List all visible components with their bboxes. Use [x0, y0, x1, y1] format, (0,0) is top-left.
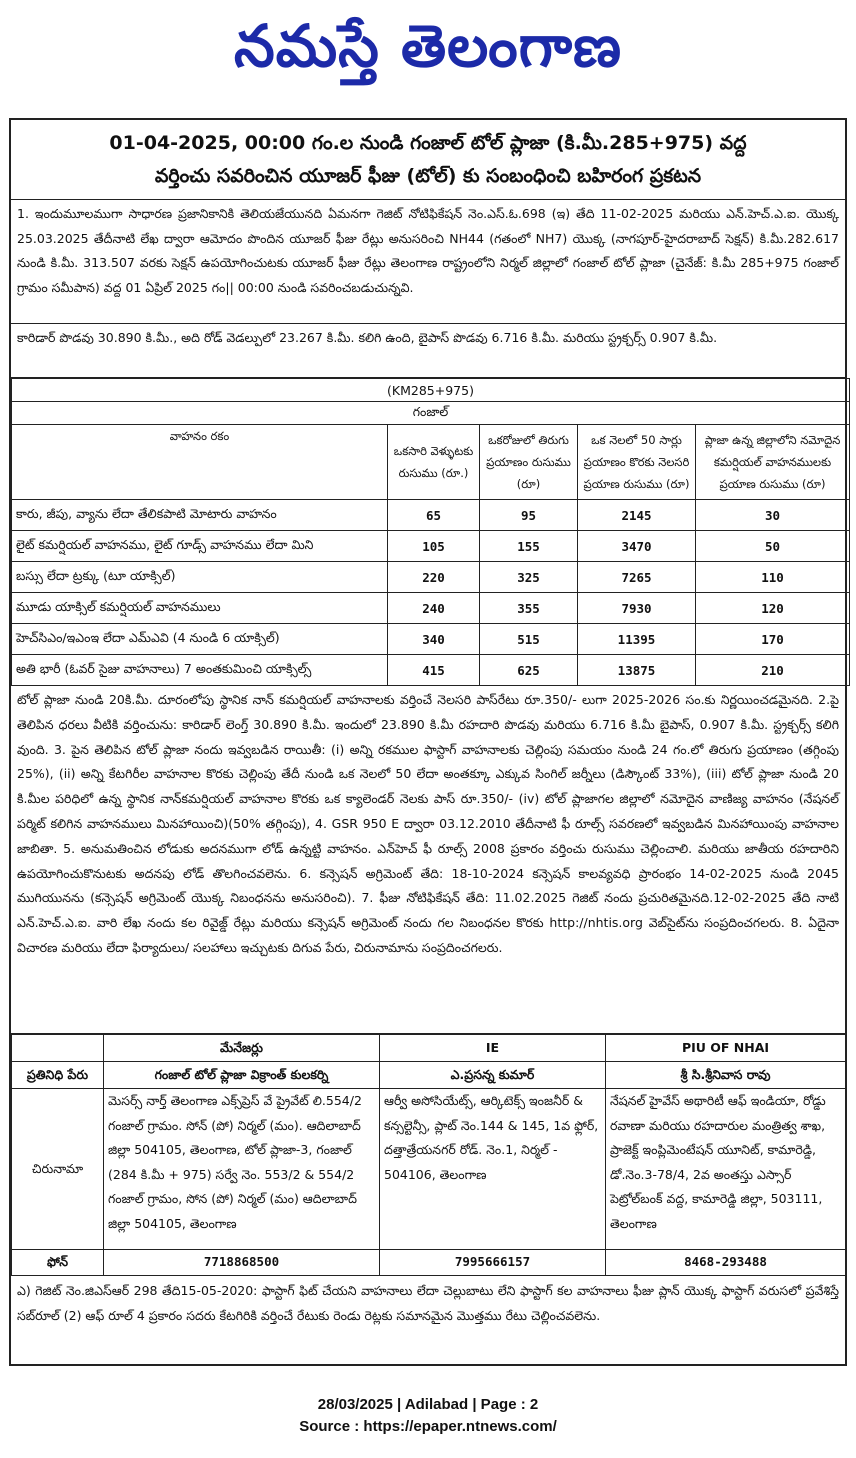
- single-fee: 105: [388, 531, 480, 562]
- names-row: [12, 1062, 846, 1089]
- header-monthly: ఒక నెలలో 50 సార్లు ప్రయాణం కొరకు నెలసరి ప్రయాణ రుసుము (రూ): [578, 425, 696, 500]
- header-single: ఒకసారి వెళ్ళుటకు రుసుము (రూ.): [388, 425, 480, 500]
- local-fee: 110: [696, 562, 850, 593]
- return-fee: 325: [480, 562, 578, 593]
- vehicle-type: లైట్ కమర్షియల్ వాహనము, లైట్ గూడ్స్ వాహనము లేదా మిని: [12, 531, 388, 562]
- contacts-table: [11, 1034, 846, 1276]
- return-fee: 355: [480, 593, 578, 624]
- monthly-fee: 13875: [578, 655, 696, 686]
- monthly-fee: 7265: [578, 562, 696, 593]
- single-fee: 220: [388, 562, 480, 593]
- vehicle-type: మూడు యాక్సిల్ కమర్షియల్ వాహనములు: [12, 593, 388, 624]
- heading-line-2: వర్తించు సవరించిన యూజర్ ఫీజు (టోల్) కు సంబంధించి బహిరంగ ప్రకటన: [154, 165, 702, 187]
- single-fee: 240: [388, 593, 480, 624]
- single-fee: 65: [388, 500, 480, 531]
- public-notice: [9, 118, 847, 1366]
- fastag-note: ఎ) గెజిట్ నెం.జిఎస్ఆర్ 298 తేది15-05-2020: ఫాస్టాగ్ ఫిట్ చేయని వాహనాలు లేదా చెల్లుబాటు లేని ఫాస్టాగ్ కల వాహనాలు ఫీజు ప్లాన్ యొక్క ఫాస్టాగ్ వరుసలో ప్రవేశిస్తే సబ్‌రూల్ (2) ఆఫ్ రూల్ 4 ప్రకారం సదరు కేటగిరికి వర్తించే రేటుకు రెండు రెట్లకు సమానమైన మొత్తము రేటు చెల్లించవలెను.: [17, 1282, 839, 1323]
- table-row: [12, 593, 850, 624]
- column-ie: IE: [380, 1035, 606, 1062]
- manager-name: గంజాల్ టోల్ ప్లాజా విక్రాంత్ కులకర్ని: [104, 1062, 380, 1089]
- ie-address: ఆర్వీ అసోసియేట్స్, ఆర్కిటెక్స్ ఇంజనీర్ & కన్సల్టెన్సీ, ప్లాట్ నెం.144 & 145, 1వ ఫ్లోర్, దత్తాత్రేయనగర్ రోడ్. నెం.1, నిర్మల్ - 504106, తెలంగాణ: [380, 1089, 606, 1250]
- column-piu: PIU OF NHAI: [606, 1035, 846, 1062]
- header-vehicle-type: వాహనం రకం: [12, 425, 388, 500]
- footer-dateline: 28/03/2025 | Adilabad | Page : 2: [317, 1396, 539, 1413]
- contacts-header: [12, 1035, 846, 1062]
- table-row: [12, 500, 850, 531]
- local-fee: 120: [696, 593, 850, 624]
- return-fee: 95: [480, 500, 578, 531]
- ie-name: ఎ.ప్రసన్న కుమార్: [380, 1062, 606, 1089]
- blank-cell: [12, 1035, 104, 1062]
- piu-address: నేషనల్ హైవేస్ అథారిటీ ఆఫ్ ఇండియా, రోడ్డు రవాణా మరియు రహదారుల మంత్రిత్వ శాఖ, ప్రాజెక్ట్ ఇంప్లిమెంటేషన్ యూనిట్, కామారెడ్డి, డో.నెం.3-78/4, 2వ అంతస్తు ఎస్సార్ పెట్రోల్‌బంక్ వద్ద, కామారెడ్డి జిల్లా, 503111, తెలంగాణ: [606, 1089, 846, 1250]
- piu-phone: 8468-293488: [606, 1250, 846, 1276]
- table-row: [12, 624, 850, 655]
- fee-table: [11, 378, 850, 686]
- notice-heading: [11, 120, 845, 200]
- return-fee: 515: [480, 624, 578, 655]
- monthly-fee: 7930: [578, 593, 696, 624]
- local-fee: 50: [696, 531, 850, 562]
- header-return: ఒకరోజులో తిరుగు ప్రయాణం రుసుము (రూ): [480, 425, 578, 500]
- monthly-fee: 11395: [578, 624, 696, 655]
- plaza-name: గంజాల్: [12, 402, 850, 425]
- conditions-paragraph: టోల్ ప్లాజా నుండి 20కి.మీ. దూరంలోపు స్థానిక నాన్ కమర్షియల్ వాహనాలకు వర్తించే నెలసరి పాస్‌రేటు రూ.350/- లుగా 2025-2026 సం.కు నిర్ణయించడమైనది. 2.పై తెలిపిన ధరలు వీటికి వర్తించును: కారిడార్ లెంగ్త్ 30.890 కి.మీ. ఇందులో 23.890 కి.మీ రహదారి పొడవు మరియు 6.716 కి.మీ బైపాస్, 0.907 కి.మీ. స్ట్రక్చర్స్ కలిగి వుంది. 3. పైన తెలిపిన టోల్ ప్లాజా నందు ఇవ్వబడిన రాయితీ: (i) అన్ని రకముల ఫాస్టాగ్ వాహనాలకు చెల్లింపు సమయం నుండి 24 గం.లో తిరుగు ప్రయాణం (తగ్గింపు 25%), (ii) అన్ని కేటగిరీల వాహనాల కొరకు చెల్లింపు తేదీ నుండి ఒక నెలలో 50 లేదా అంతక్కూ ఎక్కువ సింగిల్ జర్నీలు (డిస్కౌంట్ 33%), (iii) టోల్ ప్లాజా నుండి 20 కి.మీల పరిధిలో ఉన్న స్థానిక నాన్‌కమర్షియల్ వాహనాల కొరకు ఒక క్యాలెండర్ నెలకు పాస్ రూ.350/- (iv) టోల్ ప్లాజాగల జిల్లాలో నమోదైన వాణిజ్య వాహనం (నేషనల్ పర్మిట్ కలిగిన వాహనములు మినహాయించి)(50% తగ్గింపు), 4. GSR 950 E ద్వారా 03.12.2010 తేదీనాటి ఫీ రూల్స్ సవరణలో ఇవ్వబడిన మినహాయింపు వాహనాల జాబితా. 5. అనుమతించిన లోడుకు అదనముగా లోడ్ ఉన్నట్టి వాహనం. ఎన్‌హెచ్ ఫీ రూల్స్ 2008 ప్రకారం వర్తించు రుసుము చెల్లించాలి. మరియు జాతీయ రహదారిని ఉపయోగించుకొనుటకు అదనపు లోడ్ తొలగించవలెను. 6. కన్సెషన్ అగ్రిమెంట్ తేది: 18-10-2024 కన్సెషన్ కాలవ్యవధి ప్రారంభం 14-02-2025 నుండి 2045 ముగియునను (కన్సెషన్ అగ్రిమెంట్ యొక్క నిబంధనను అనుసరించి). 7. ఫీజు నోటిఫికేషన్ తేది: 11.02.2025 గెజిట్ నందు ప్రచురితమైనది.12-02-2025 తేది నాటి ఎన్.హెచ్.ఎ.ఐ. వారి లేఖ నందు కల రివైజ్డ్ రేట్లు మరియు కన్సెషన్ అగ్రిమెంట్ నందు గల నిబంధనల కొరకు http://nhtis.org వెబ్‌సైట్‌ను సంప్రదించగలరు. 8. ఏదైనా విచారణ మరియు లేదా ఫిర్యాదులు/ సలహాలు ఇచ్చుటకు దిగువ పేరు, చిరునామాను సంప్రదించగలరు.: [11, 686, 845, 1034]
- manager-phone: 7718868500: [104, 1250, 380, 1276]
- monthly-fee: 2145: [578, 500, 696, 531]
- fee-table-header: [12, 425, 850, 500]
- rep-label: ప్రతినిధి పేరు: [12, 1062, 104, 1089]
- local-fee: 30: [696, 500, 850, 531]
- return-fee: 155: [480, 531, 578, 562]
- local-fee: 170: [696, 624, 850, 655]
- column-managers: మేనేజర్లు: [104, 1035, 380, 1062]
- monthly-fee: 3470: [578, 531, 696, 562]
- paragraph-1: 1. ఇందుమూలముగా సాధారణ ప్రజానికానికి తెలియజేయునది ఏమనగా గెజిట్ నోటిఫికేషన్ నెం.ఎస్.ఓ.698 (ఇ) తేది 11-02-2025 మరియు ఎన్.హెచ్.ఎ.ఐ. యొక్క 25.03.2025 తేదీనాటి లేఖ ద్వారా ఆమోదం పొందిన యూజర్ ఫీజు రేట్లు అనుసరించి NH44 (గతంలో NH7) యొక్క (నాగపూర్-హైదరాబాద్ సెక్షన్) కి.మీ.282.617 నుండి కి.మీ. 313.507 వరకు సెక్షన్ ఉపయోగించుటకు యూజర్ ఫీజు రేట్లు తెలంగాణ రాష్ట్రంలోని నిర్మల్ జిల్లాలో గంజాల్ టోల్ ప్లాజా (చైనేజ్: కి.మీ 285+975 గంజాల్ గ్రామం సమీపాన) వద్ద 01 ఏప్రిల్ 2025 గం|| 00:00 నుండి సవరించబడుచున్నవి.: [11, 200, 845, 324]
- km-label: (KM285+975): [12, 379, 850, 402]
- vehicle-type: కారు, జీపు, వ్యాను లేదా తేలికపాటి మోటారు వాహనం: [12, 500, 388, 531]
- header-local-commercial: ప్లాజా ఉన్న జిల్లాలోని నమోదైన కమర్షియల్ వాహనములకు ప్రయాణ రుసుము (రూ): [696, 425, 850, 500]
- address-row: [12, 1089, 846, 1250]
- vehicle-type: బస్సు లేదా ట్రక్కు (టూ యాక్సిల్): [12, 562, 388, 593]
- piu-name: శ్రీ సి.శ్రీనివాస రావు: [606, 1062, 846, 1089]
- table-row: [12, 562, 850, 593]
- newspaper-masthead: నమస్తే తెలంగాణ: [234, 12, 622, 80]
- manager-address: మెసర్స్ నార్త్ తెలంగాణ ఎక్స్‌ప్రెస్ వే ప్రైవేట్ లి.554/2 గంజాల్ గ్రామం. సోన్ (పో) నిర్మల్ (మం). ఆదిలాబాద్ జిల్లా 504105, తెలంగాణ, టోల్ ప్లాజా-3, గంజాల్ (284 కి.మీ + 975) సర్వే నెం. 553/2 & 554/2 గంజాల్ గ్రామం, సోన (పో) నిర్మల్ (మం) ఆదిలాబాద్ జిల్లా 504105, తెలంగాణ: [104, 1089, 380, 1250]
- vehicle-type: హెచ్‌సిఎం/ఇఎంఇ లేదా ఎమ్ఎవి (4 నుండి 6 యాక్సిల్): [12, 624, 388, 655]
- heading-line-1: 01-04-2025, 00:00 గం.ల నుండి గంజాల్ టోల్ ప్లాజా (కి.మీ.285+975) వద్ద: [109, 132, 747, 154]
- table-row: [12, 531, 850, 562]
- footer-source: Source : https://epaper.ntnews.com/: [299, 1418, 557, 1435]
- return-fee: 625: [480, 655, 578, 686]
- phone-row: [12, 1250, 846, 1276]
- table-row: [12, 655, 850, 686]
- vehicle-type: అతి భారీ (ఓవర్ సైజు వాహనాలు) 7 అంతకుమించి యాక్సిల్స్: [12, 655, 388, 686]
- address-label: చిరునామా: [12, 1089, 104, 1250]
- local-fee: 210: [696, 655, 850, 686]
- corridor-paragraph: కారిడార్ పొడవు 30.890 కి.మీ., అది రోడ్ వెడల్పులో 23.267 కి.మీ. కలిగి ఉంది, బైపాస్ పొడవు 6.716 కి.మీ. మరియు స్ట్రక్చర్స్ 0.907 కి.మీ.: [11, 324, 845, 378]
- ie-phone: 7995666157: [380, 1250, 606, 1276]
- single-fee: 415: [388, 655, 480, 686]
- single-fee: 340: [388, 624, 480, 655]
- phone-label: ఫోన్: [12, 1250, 104, 1276]
